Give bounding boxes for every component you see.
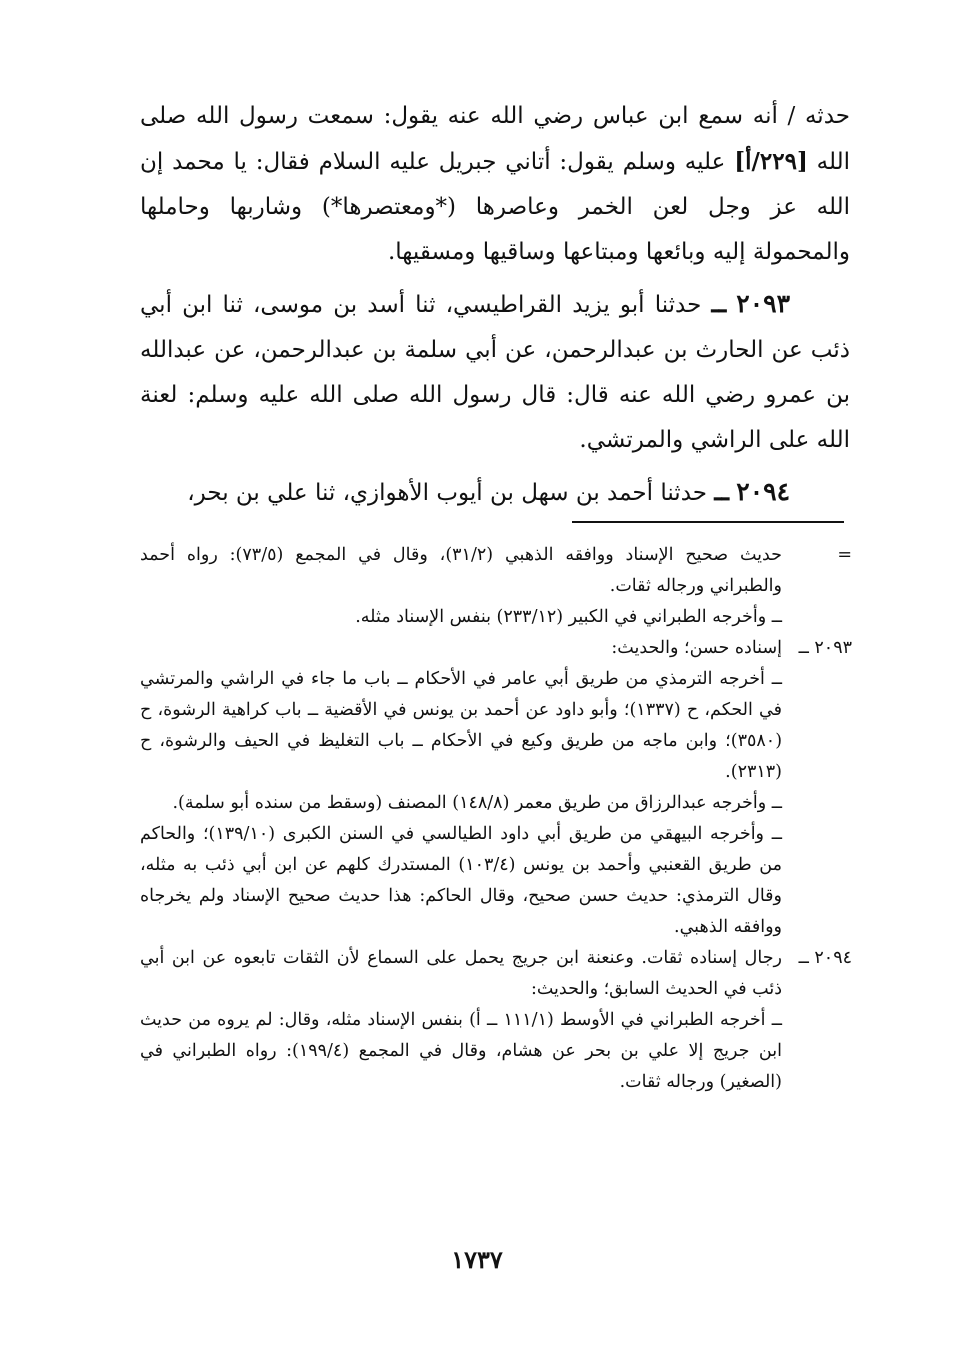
paragraph-continuation bbox=[140, 94, 850, 275]
footnote-line: ــ أخرجه الطبراني في الأوسط (١١١/١ ــ أ) بنفس الإسناد مثله، وقال: لم يروه من حديث ابن جريج إلا علي بن بحر عن هشام، وقال في المجمع (١٩٩/٤): رواه الطبراني في (الصغير) ورجاله ثقات. bbox=[140, 1010, 782, 1092]
footnote-line: ــ وأخرجه عبدالرزاق من طريق معمر (١٤٨/٨) المصنف (وسقط من سنده أبو سلمة). bbox=[172, 793, 782, 813]
page-number: ١٧٣٧ bbox=[451, 1245, 503, 1274]
hadith-number: ٢٠٩٤ bbox=[736, 477, 790, 506]
hadith-2093 bbox=[140, 281, 850, 463]
main-text bbox=[140, 94, 850, 522]
footnote-body bbox=[140, 943, 782, 1098]
paragraph-text: حدثه / أنه سمع ابن عباس رضي الله عنه يقول: سمعت رسول الله صلى الله bbox=[140, 103, 851, 175]
footnote-number: ٢٠٩٤ ــ bbox=[798, 948, 852, 968]
manuscript-folio-ref: [٢٢٩/أ] bbox=[734, 148, 808, 175]
hadith-number: ٢٠٩٣ bbox=[736, 289, 791, 318]
footnote-line: ــ أخرجه الترمذي من طريق أبي عامر في الأحكام ــ باب ما جاء في الراشي والمرتشي في الحكم، ح (١٣٣٧)؛ وأبو داود عن أحمد بن يونس في الأقضية ــ باب كراهية الرشوة، ح (٣٥٨٠)؛ وابن ماجه من طريق وكيع في الأحكام ــ باب التغليظ في الحيف والرشوة، ح (٢٣١٣). bbox=[140, 669, 783, 782]
footnote-line: إسناده حسن؛ والحديث: bbox=[611, 638, 782, 658]
hadith-text: حدثنا أبو يزيد القراطيسي، ثنا أسد بن موسى، ثنا ابن أبي ذئب عن الحارث بن عبدالرحمن، عن أبي سلمة بن عبدالرحمن، عن عبدالله بن عمرو رضي الله عنه قال: قال رسول الله صلى الله عليه وسلم: لعنة الله على الراشي والمرتشي. bbox=[140, 292, 850, 453]
footnote-body bbox=[140, 540, 782, 633]
footnote-line: حديث صحيح الإسناد ووافقه الذهبي (٣١/٢)، وقال في المجمع (٧٣/٥): رواه أحمد والطبراني ورجاله ثقات. bbox=[140, 545, 782, 596]
paragraph-text-cont: عليه وسلم يقول: أتاني جبريل عليه السلام فقال: يا محمد إن الله عز وجل لعن الخمر وعاصرها (*ومعتصرها*) وشاربها وحاملها والمحمولة إليه وبائعها ومبتاعها وساقيها ومسقيها. bbox=[140, 149, 850, 265]
hadith-dash: ــ bbox=[711, 289, 727, 318]
footnote-body bbox=[140, 633, 782, 943]
footnote-2093 bbox=[140, 633, 852, 943]
footnote-line: ــ وأخرجه الطبراني في الكبير (٢٣٣/١٢) بنفس الإسناد مثله. bbox=[355, 607, 782, 627]
continuation-marker: = bbox=[837, 545, 852, 565]
footnotes bbox=[140, 540, 852, 1098]
footnote-separator bbox=[572, 521, 844, 523]
hadith-2094 bbox=[140, 469, 850, 516]
footnote-line: ــ وأخرجه البيهقي من طريق أبي داود الطيالسي في السنن الكبرى (١٣٩/١٠)؛ والحاكم من طريق القعنبي وأحمد بن يونس (١٠٣/٤) المستدرك كلهم عن ابن أبي ذئب به مثله، وقال الترمذي: حديث حسن صحيح، وقال الحاكم: هذا حديث صحيح الإسناد ولم يخرجاه ووافقه الذهبي. bbox=[140, 824, 782, 937]
hadith-dash: ــ bbox=[714, 477, 729, 506]
hadith-text: حدثنا أحمد بن سهل بن أيوب الأهوازي، ثنا علي بن بحر، bbox=[187, 480, 707, 506]
footnote-number: ٢٠٩٣ ــ bbox=[798, 638, 852, 658]
footnote-2094 bbox=[140, 943, 852, 1098]
footnote-line: رجال إسناده ثقات. وعنعنة ابن جريج يحمل على السماع لأن الثقات تابعوه عن ابن أبي ذئب في الحديث السابق؛ والحديث: bbox=[140, 948, 782, 999]
footnote-continuation bbox=[140, 540, 852, 633]
